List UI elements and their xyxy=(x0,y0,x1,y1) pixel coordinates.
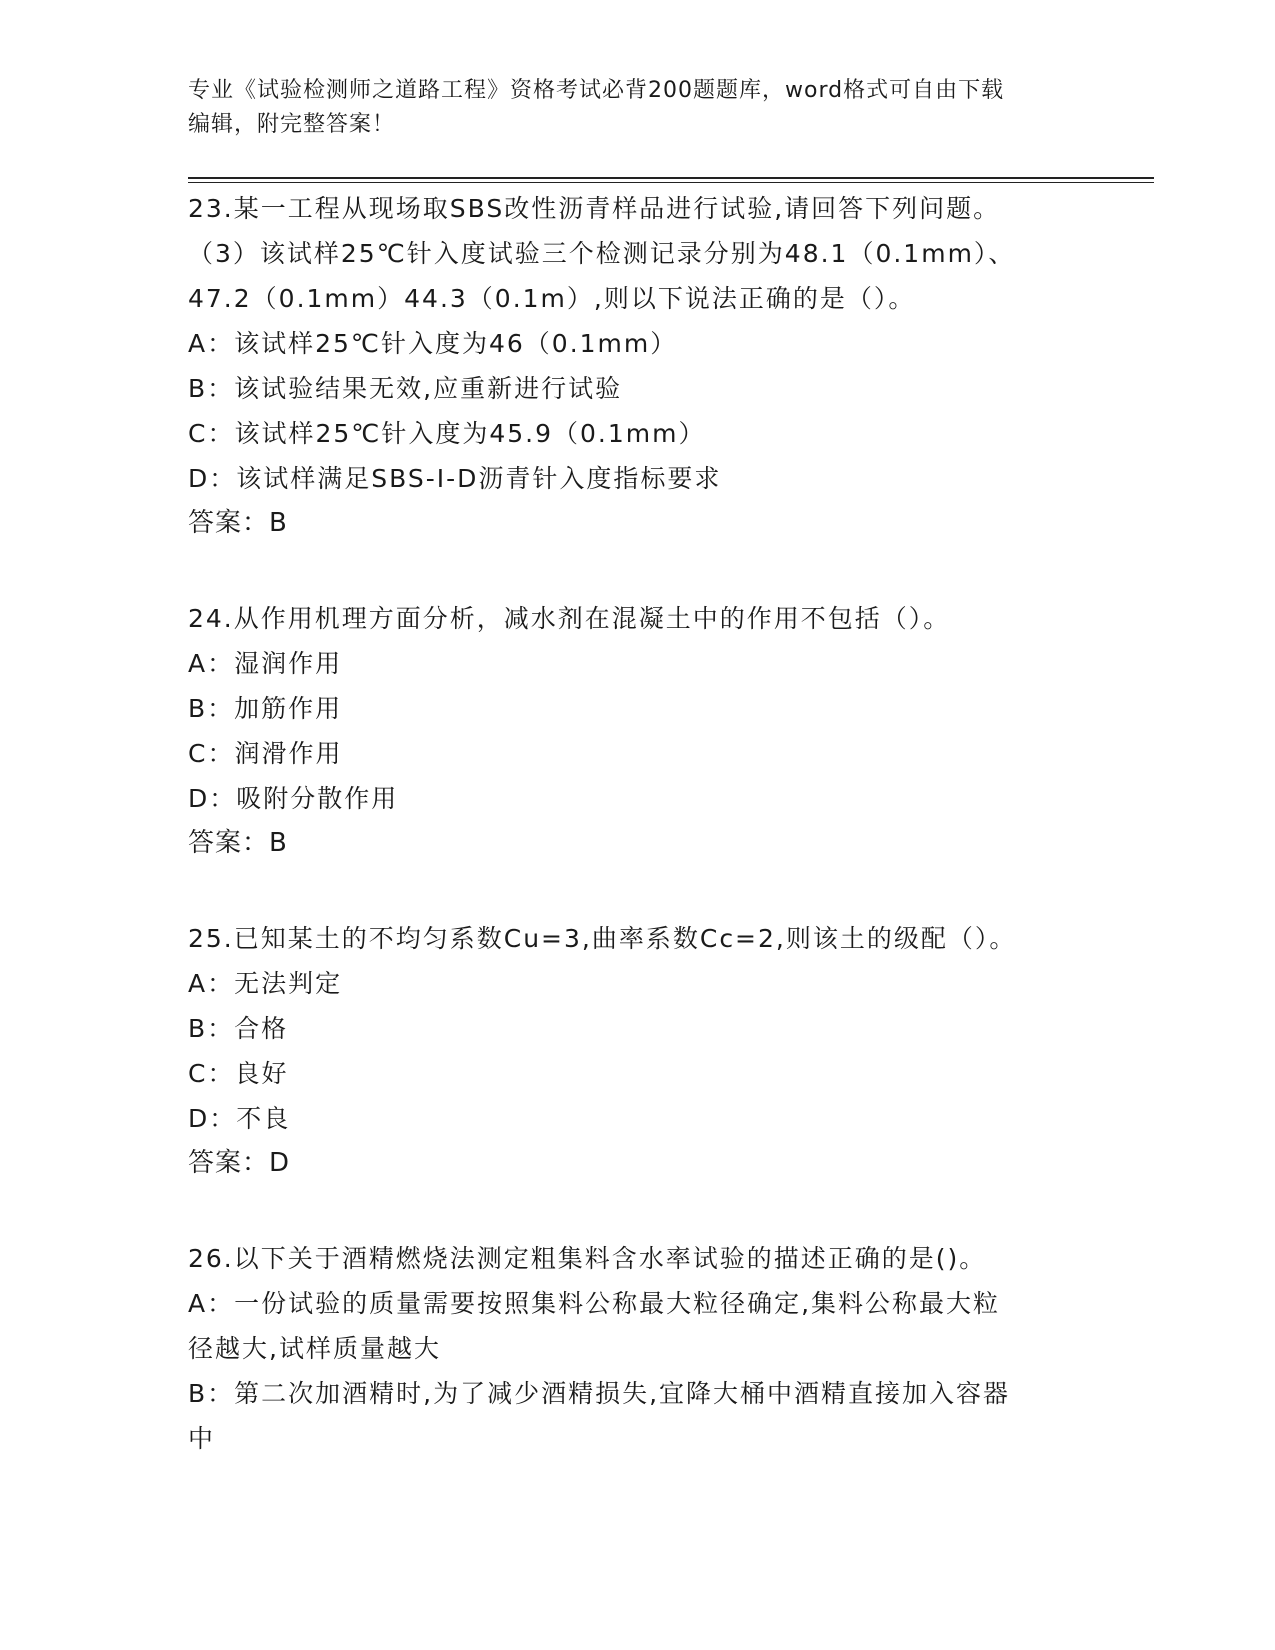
option-b-continued: 中 xyxy=(188,1424,216,1453)
option-a-continued: 径越大,试样质量越大 xyxy=(188,1334,441,1363)
question-stem-line: （3）该试样25℃针入度试验三个检测记录分别为48.1（0.1mm）、 xyxy=(188,239,1016,268)
question-spacer xyxy=(188,1186,1088,1236)
question-26 xyxy=(188,1236,1088,1461)
question-stem-line: 25.已知某土的不均匀系数Cu=3,曲率系数Cc=2,则该土的级配（）。 xyxy=(188,924,1017,953)
option-c: C：该试样25℃针入度为45.9（0.1mm） xyxy=(188,419,706,448)
question-spacer xyxy=(188,546,1088,596)
option-a: A：一份试验的质量需要按照集料公称最大粒径确定,集料公称最大粒 xyxy=(188,1289,1001,1318)
document-header xyxy=(188,74,1088,142)
question-stem-line: 24.从作用机理方面分析，减水剂在混凝土中的作用不包括（）。 xyxy=(188,604,951,633)
question-stem-line: 47.2（0.1mm）44.3（0.1m）,则以下说法正确的是（）。 xyxy=(188,284,916,313)
option-b: B：合格 xyxy=(188,1014,289,1043)
header-line-2: 编辑，附完整答案！ xyxy=(188,112,396,137)
question-24 xyxy=(188,596,1088,866)
option-a: A：该试样25℃针入度为46（0.1mm） xyxy=(188,329,678,358)
option-b: B：第二次加酒精时,为了减少酒精损失,宜降大桶中酒精直接加入容器 xyxy=(188,1379,1011,1408)
question-stem-line: 23.某一工程从现场取SBS改性沥青样品进行试验,请回答下列问题。 xyxy=(188,194,1001,223)
option-d: D：吸附分散作用 xyxy=(188,784,399,813)
answer-label: 答案：B xyxy=(188,828,288,858)
question-stem-line: 26.以下关于酒精燃烧法测定粗集料含水率试验的描述正确的是()。 xyxy=(188,1244,987,1273)
question-25 xyxy=(188,916,1088,1186)
answer-label: 答案：D xyxy=(188,1148,291,1178)
answer-label: 答案：B xyxy=(188,508,288,538)
header-divider xyxy=(188,177,1154,183)
option-b: B：该试验结果无效,应重新进行试验 xyxy=(188,374,623,403)
question-spacer xyxy=(188,866,1088,916)
question-list xyxy=(188,186,1088,1461)
option-c: C：润滑作用 xyxy=(188,739,343,768)
question-23 xyxy=(188,186,1088,546)
option-b: B：加筋作用 xyxy=(188,694,343,723)
option-d: D：该试样满足SBS-Ⅰ-D沥青针入度指标要求 xyxy=(188,464,722,493)
option-a: A：湿润作用 xyxy=(188,649,343,678)
option-d: D：不良 xyxy=(188,1104,291,1133)
option-a: A：无法判定 xyxy=(188,969,343,998)
header-line-1: 专业《试验检测师之道路工程》资格考试必背200题题库，word格式可自由下载 xyxy=(188,78,1005,103)
option-c: C：良好 xyxy=(188,1059,289,1088)
